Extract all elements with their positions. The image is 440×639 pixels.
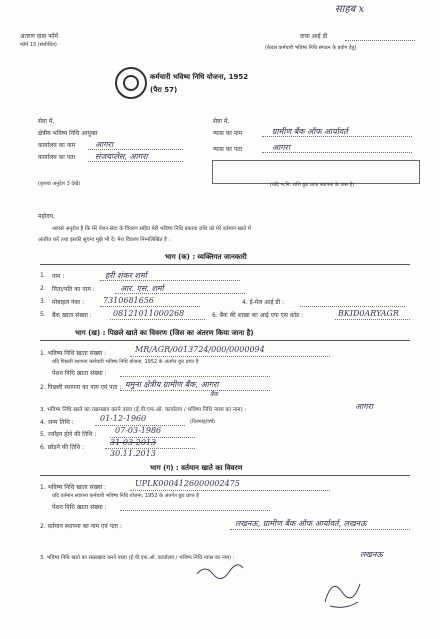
bank-account-line [110, 319, 205, 320]
dob-label: 4. जन्म तिथि : [40, 419, 74, 426]
signature-mark-1 [195, 562, 245, 580]
mobile-line [100, 306, 200, 307]
section-c-title: भाग (ग) : वर्तमान खाते का विवरण [150, 464, 243, 472]
trust-name-line [262, 136, 412, 137]
trust-note: (यदि भ.नि. राशि छूट प्राप्त स्थापना के पास है) [270, 182, 355, 188]
father-line [115, 293, 245, 294]
section-b-title: भाग (ख) : पिछले खाते का विवरण (जिस का अंतरण किया जाना है) [75, 329, 254, 337]
current-establishment-line [230, 529, 410, 530]
field-number: 1. [40, 272, 46, 279]
field-number: 2. [40, 285, 46, 292]
handwritten-tag: साहब x [335, 4, 365, 15]
prev-pf-label: 1. भविष्य निधि खाता संख्या : [40, 350, 107, 357]
join-label: 5. ज्वॉइन होने की तिथि : [40, 431, 97, 438]
seva-right: सेवा में, [213, 118, 230, 125]
leave-line [105, 448, 195, 449]
ifsc-line [335, 319, 410, 320]
ifsc-label: 6. बैंक की शाखा का आई एफ एस कोड : [212, 312, 304, 319]
instruction-3-note: (कृपया अनुदेश 3 देखें) [38, 181, 81, 187]
email-line [300, 306, 405, 307]
ifsc-value: BKID0ARYAGR [338, 309, 399, 318]
join-value: 07-03-1986 [115, 426, 162, 435]
trust-name-label: न्यास का नाम [213, 130, 243, 137]
current-maintainer-value: लखनऊ [360, 550, 383, 559]
section-b-divider [40, 340, 410, 341]
form-label: अंतरण दावा फॉर्म [20, 33, 59, 40]
trust-box [212, 160, 420, 184]
name-line [100, 280, 240, 281]
prev-pf-note: यदि पिछली स्थापना कर्मचारी भविष्य निधि योजना, 1952 के अंतर्गत छूट प्राप्त है [52, 359, 199, 365]
prev-maintainer-label: 3. भविष्य निधि खाते का रखरखाव करने वाला (ई.पी.एफ.ओ. कार्यालय / भविष्य निधि न्यास का नाम) : [40, 407, 247, 413]
seva-left: सेवा में, [38, 118, 55, 125]
office-name-line [88, 149, 183, 150]
epfo-logo [115, 67, 147, 99]
prev-establishment-line [120, 390, 270, 391]
regional-commissioner: क्षेत्रीय भविष्य निधि आयुक्त [38, 130, 98, 137]
leave-label: 6. छोड़ने की तिथि : [40, 444, 85, 451]
prev-establishment-value: यमुना क्षेत्रीय ग्रामीण बैंक, आगरा [125, 380, 219, 389]
prev-maintainer-value: आगरा [355, 402, 374, 411]
bank-account-value: 08121011000268 [113, 309, 185, 318]
prev-pf-value: MR/AGR/0013724/000/0000094 [135, 345, 265, 354]
current-pf-value: UPLK0004126000002475 [135, 479, 240, 488]
current-pf-line [130, 490, 330, 491]
field-number: 3. [40, 298, 46, 305]
section-a-title: भाग (क) : व्यक्तिगत जानकारी [165, 253, 247, 261]
current-establishment-label: 2. वर्तमान स्थापना का नाम एवं पता : [40, 523, 122, 530]
office-address-line [88, 161, 183, 162]
dob-value: 01-12-1960 [100, 414, 147, 423]
office-name-value: आगरा [95, 140, 114, 149]
marginal-note: बैंक [210, 391, 219, 398]
leave-value-struck: 31-03-2013 [110, 438, 157, 447]
leave-value: 30.11.2013 [110, 449, 156, 458]
form-number: फॉर्म 13 (संशोधित) [20, 42, 57, 48]
section-c-divider [40, 475, 410, 476]
name-label: नाम : [52, 273, 65, 280]
trust-address-value: आगरा [272, 143, 291, 152]
claim-id-label: दावा आई डी [300, 33, 328, 40]
salutation: महोदय, [38, 213, 55, 220]
current-establishment-value: लखनऊ, ग्रामीण बैंक ऑफ आर्यावर्त, लखनऊ [235, 519, 367, 528]
current-pf-label: 1. भविष्य निधि खाता संख्या : [40, 484, 107, 491]
trust-address-label: न्यास का पता [213, 146, 243, 153]
request-line-1: आपसे अनुरोध है कि मेरे पेंशन सेवा के विवरण सहित मेरी भविष्य निधि बकाया राशि को मेरे वर्तमान खाते में [52, 226, 251, 232]
prev-establishment-label: 2. पिछली स्थापना का नाम एवं पता : [40, 384, 122, 391]
dob-format: (दिनमाह/वर्ष) [190, 419, 215, 425]
request-line-2: अंतरित करें तथा इसकी सूचना मुझे भी दें। मेरा विवरण निम्नलिखित है : [38, 237, 171, 243]
claim-id-note: (केवल कर्मचारी भविष्य निधि संगठन के प्रयोग हेतु) [265, 45, 357, 51]
mobile-label: मोबाइल नंबर : [52, 299, 85, 306]
trust-address-line [262, 152, 412, 153]
prev-pension-line [120, 376, 270, 377]
current-maintainer-label: 3. भविष्य निधि खाते का रखरखाव करने वाला (ई.पी.एफ.ओ. कार्यालय / भविष्य निधि न्यास का नाम) : [40, 555, 235, 561]
current-pf-note: यदि वर्तमान स्थापना कर्मचारी भविष्य निधि योजना, 1952 के अंतर्गत छूट प्राप्त है [52, 493, 199, 499]
prev-pf-line [130, 356, 330, 357]
prev-pension-label: पेंशन निधि खाता संख्या : [52, 370, 107, 377]
trust-name-value: ग्रामीण बैंक ऑफ आर्यावर्त [272, 127, 348, 136]
current-pension-line [120, 510, 270, 511]
current-pension-label: पेंशन निधि खाता संख्या : [52, 504, 107, 511]
bank-account-label: बैंक खाता संख्या : [52, 312, 92, 319]
office-address-value: संजयप्लेस, आगरा [95, 152, 148, 161]
claim-id-line [345, 40, 415, 41]
mobile-value: 7310681656 [103, 296, 154, 305]
name-value: हरी शंकर शर्मा [105, 271, 147, 280]
father-value: आर. एस. शर्मा [120, 284, 164, 293]
office-address-label: कार्यालय का पता [38, 154, 76, 161]
section-a-divider [40, 264, 410, 265]
email-label: 4. ई-मेल आई डी : [242, 299, 284, 306]
field-number: 5. [40, 311, 46, 318]
father-label: पिता/पति का नाम : [52, 286, 95, 293]
para-ref: (पैरा 57) [150, 86, 178, 94]
office-name-label: कार्यालय का नाम [38, 142, 76, 149]
signature-mark-2 [320, 572, 365, 612]
org-title: कर्मचारी भविष्य निधि योजना, 1952 [150, 73, 249, 81]
